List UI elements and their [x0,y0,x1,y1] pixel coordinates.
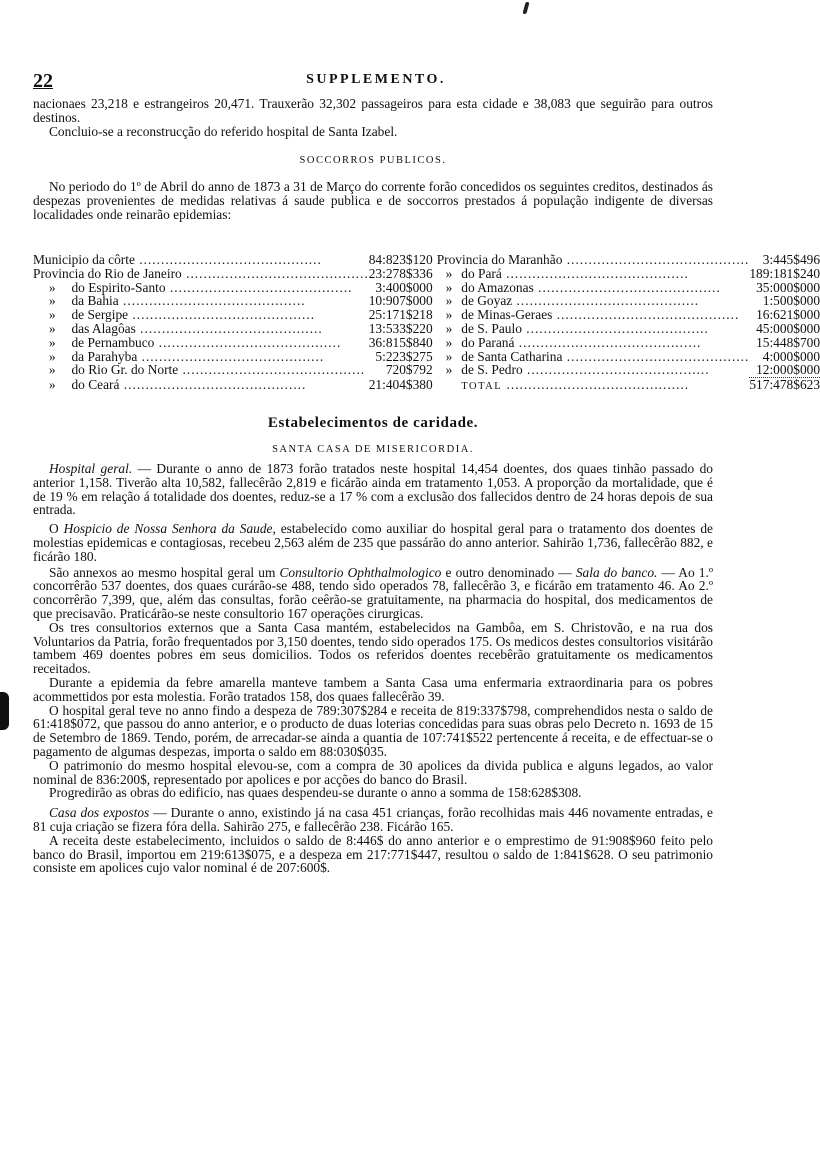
credit-label-text: Provincia do Rio de Janeiro [33,265,182,281]
paragraph-text: e outro denominado — [441,564,576,580]
credits-row [33,378,820,394]
credit-label-text: de S. Paulo [461,320,522,336]
ditto-mark: » [48,293,56,309]
paragraph-obras: Progredirão as obras do edificio, nas quaes despendeu-se durante o anno a somma de 158:628$308. [49,785,582,801]
paragraph-text: — Durante o anno, existindo já na casa 451 crianças, forão recolhidas mais 446 novamente entradas, e 81 cuja criação se fizera fóra della. Sahirão 275, e fallecêrão 238. Ficárão 165. [33,805,713,834]
credit-label-text: do Pará [461,265,502,281]
credit-label-text: de Sergipe [71,307,129,323]
credit-amount: 10:907$000 [368,293,433,309]
credit-label [461,308,749,322]
ditto-mark: » [445,362,453,378]
credits-row [33,294,820,308]
ditto-mark: » [48,307,56,323]
leader-dots [512,293,699,308]
credits-row [33,363,820,377]
subsection-title: SANTA CASA DE MISERICORDIA. [272,444,474,455]
lead-italic: Hospital geral. [49,461,133,476]
credit-label [461,281,749,295]
leader-dots [178,362,365,377]
credit-amount: 3:400$000 [375,279,433,295]
ink-mark [522,2,529,14]
credits-table [33,253,820,393]
leader-dots [562,252,749,267]
spacer [437,378,462,394]
ditto-mark: » [445,348,453,364]
credit-label-text: de Goyaz [461,293,513,309]
credits-row [33,308,820,322]
ditto-mark: » [445,293,453,309]
credit-amount: 25:171$218 [368,307,433,323]
ditto-mark: » [445,320,453,336]
credit-label-text: das Alagôas [71,320,136,336]
credit-label-text: de S. Pedro [461,362,523,378]
credit-label [461,336,749,350]
credit-amount: 720$792 [385,362,433,378]
paragraph-consultorio [33,566,713,621]
credits-row [33,253,820,267]
credit-amount: 12:000$000 [756,362,820,378]
leader-dots [523,362,710,377]
credit-label [33,267,369,281]
ditto-mark: » [48,334,56,350]
leader-dots [154,335,341,350]
credit-label [461,322,749,336]
credit-amount: 5:223$275 [375,348,433,364]
credit-amount: 189:181$240 [749,265,820,281]
page-header [33,70,719,92]
credit-label [461,350,749,364]
soccorros-heading: SOCCORROS PUBLICOS. [299,155,447,166]
leader-dots [119,293,306,308]
leader-dots [522,321,709,336]
binding-shadow [0,692,9,730]
credit-amount: 3:445$496 [762,252,820,267]
total-label [461,378,749,394]
ditto-mark: » [445,279,453,295]
paragraph-text: — Ao 1.º concorrêrão 537 doentes, dos quaes curárão-se 488, tendo sido operados 78, fallecêrão 3, e ficárão em tratamento 46. Ao 2.º concorrêrão 7,399, que, além das consultas, forão ceêrão-se gratuitamente, na pharmacia do hospital, dos medicamentos de que precisavão. Praticárão-se neste consultorio 167 operações cirurgicas. [33,564,713,621]
credit-label [33,253,369,267]
credit-label-text: do Amazonas [461,279,534,295]
paragraph-text: — Durante o anno de 1873 forão tratados neste hospital 14,454 doentes, dos quaes tinhão passado do anterior 1,158. Tiverão alta 10,582, fallecêrão 2,819 e ficárão ainda em tratamento 1,053. A proporção da mortalidade, que é de 19 % em relação á totalidade dos doentes, reduz-se a 17 % com a exclusão dos fallecidos dentro de 24 horas depois de sua entrada. [33,461,713,518]
credit-label-text: do Rio Gr. do Norte [71,362,179,378]
credit-amount: 1:500$000 [762,293,820,309]
paragraph-hospital-geral [33,462,713,517]
credit-amount: 45:000$000 [756,320,820,336]
credit-label-text: do Espirito-Santo [71,279,166,295]
credit-amount: 4:000$000 [762,348,820,364]
paragraph-febre-amarella: Durante a epidemia da febre amarella manteve tambem a Santa Casa uma enfermaria extraordinaria para os pobres acommettidos por esta molestia. Forão tratados 158, dos quaes fallecêrão 39. [33,674,713,704]
credit-label [71,363,368,377]
intro-paragraph: nacionaes 23,218 e estrangeiros 20,471. Trauxerão 32,302 passageiros para esta cidade e 38,083 que seguirão para outros destinos. [33,96,713,125]
leader-dots [514,335,701,350]
soccorros-paragraph: No periodo do 1º de Abril do anno de 1873 a 31 de Março do corrente forão concedidos os seguintes creditos, destinados ás despezas provenientes de medidas relativas á saude publica e de soccorros prestados á população indigente de diversas localidades onde reinarão epidemias: [33,179,713,222]
credit-amount: 21:404$380 [368,376,433,392]
section-title: Estabelecimentos de caridade. [267,415,479,431]
credit-label [461,267,749,281]
paragraph-receita: A receita deste estabelecimento, incluidos o saldo de 8:446$ do anno anterior e o emprestimo de 91:908$960 feito pelo banco do Brasil, importou em 219:613$075, e a despeza em 217:771$447, resultou o saldo de 1:841$628. O seu patrimonio consiste em apolices cujo valor nominal é de 207:600$. [33,832,713,876]
credits-row [33,281,820,295]
paragraph-text: São annexos ao mesmo hospital geral um [49,564,280,580]
credit-label-text: de Minas-Geraes [461,307,553,323]
leader-dots [135,252,322,267]
credit-amount: 36:815$840 [368,334,433,350]
ditto-mark: » [48,376,56,392]
paragraph-despeza: O hospital geral teve no anno findo a despeza de 789:307$284 e receita de 819:337$798, comprehendidos nesta o saldo de 61:418$072, que passou do anno anterior, e o producto de duas loterias concedidas para suas obras pelo Decreto n. 1693 de 15 de Setembro de 1869. Tendo, porém, de arrecadar-se ainda a quantia de 107:741$522 pertencente á receita, e de effectuar-se o pagamento de algumas despezas, importa o saldo em 88:030$035. [33,702,713,759]
credit-label [71,336,368,350]
paragraph-text: , estabelecido como auxiliar do hospital geral para o tratamento dos doentes de molestias epidemicas e contagiosas, recebeu 2,563 além de 235 que passárão do anno anterior. Sahirão 1,736, fallecêrão 882, e ficárão 180. [33,521,713,564]
paragraph-casa-expostos [33,806,713,834]
ditto-mark: » [445,334,453,350]
credit-label [461,294,749,308]
intro-text [33,97,713,138]
credits-row [33,350,820,364]
ditto-mark: » [48,320,56,336]
santa-casa-text [33,462,713,875]
soccorros-text [33,180,713,221]
leader-dots [128,307,315,322]
leader-dots [562,349,749,364]
ditto-mark: » [48,362,56,378]
page-number: 22 [33,70,53,92]
credit-amount: 13:533$220 [368,320,433,336]
credit-amount: 15:448$700 [756,334,820,350]
credit-label-text: de Pernambuco [71,334,155,350]
credit-amount: 35:000$000 [756,279,820,295]
leader-dots [182,266,369,281]
leader-dots [136,321,323,336]
leader-dots [137,349,324,364]
ditto-mark: » [445,265,453,281]
credit-amount: 84:823$120 [368,252,433,267]
credit-label-text: Provincia do Maranhão [436,252,563,267]
leader-dots [534,280,721,295]
credit-label [437,253,750,267]
paragraph-text: O [49,521,64,537]
credit-label-text: Municipio da côrte [33,252,135,267]
credit-label-text: da Parahyba [71,348,138,364]
credits-row [33,336,820,350]
credit-label [71,281,368,295]
leader-dots [502,266,689,281]
credit-label [71,308,368,322]
credit-label-text: de Santa Catharina [461,348,563,364]
credit-label [71,378,368,394]
paragraph-hospicio [33,522,713,563]
credit-label [71,350,368,364]
credit-label [461,363,749,377]
running-title: SUPPLEMENTO. [306,72,446,87]
total-amount: 517:478$623 [749,377,820,393]
paragraph-consultorios-externos: Os tres consultorios externos que a Santa Casa mantém, estabelecidos na Gambôa, em S. Christovão, e na rua dos Voluntarios da Patria, forão frequentados por 3,150 doentes, tendo sido operados 175. Os medicos destes consultorios visitárão tambem 469 doentes pobres em seus domicilios. Todos os referidos doentes recebêrão gratuitamente os medicamentos receitados. [33,619,713,677]
credit-amount: 23:278$336 [368,265,433,281]
lead-italic: Consultorio Ophthalmologico [279,564,442,580]
ditto-mark: » [445,307,453,323]
leader-dots [166,280,353,295]
leader-dots [552,307,739,322]
ditto-mark: » [48,348,56,364]
intro-paragraph: Concluio-se a reconstrucção do referido hospital de Santa Izabel. [49,123,398,139]
credit-label [71,294,368,308]
credit-amount: 16:621$000 [756,307,820,323]
leader-dots [502,377,689,392]
credit-label [71,322,368,336]
leader-dots [119,377,306,392]
credit-label-text: do Ceará [71,376,120,392]
paragraph-patrimonio: O patrimonio do mesmo hospital elevou-se, com a compra de 30 apolices da divida publica e alguns legados, ao valor nominal de 836:200$, representado por apolices e por acções do banco do Brasil. [33,757,713,787]
credit-label-text: da Bahia [71,293,119,309]
credit-label-text: do Paraná [461,334,515,350]
total-label-text: TOTAL [461,380,503,392]
credits-row [33,322,820,336]
lead-italic: Hospicio de Nossa Senhora da Saude [63,521,273,537]
credits-row [33,267,820,281]
lead-italic: Sala do banco. [575,564,658,580]
ditto-mark: » [48,279,56,295]
lead-italic: Casa dos expostos [49,805,150,821]
